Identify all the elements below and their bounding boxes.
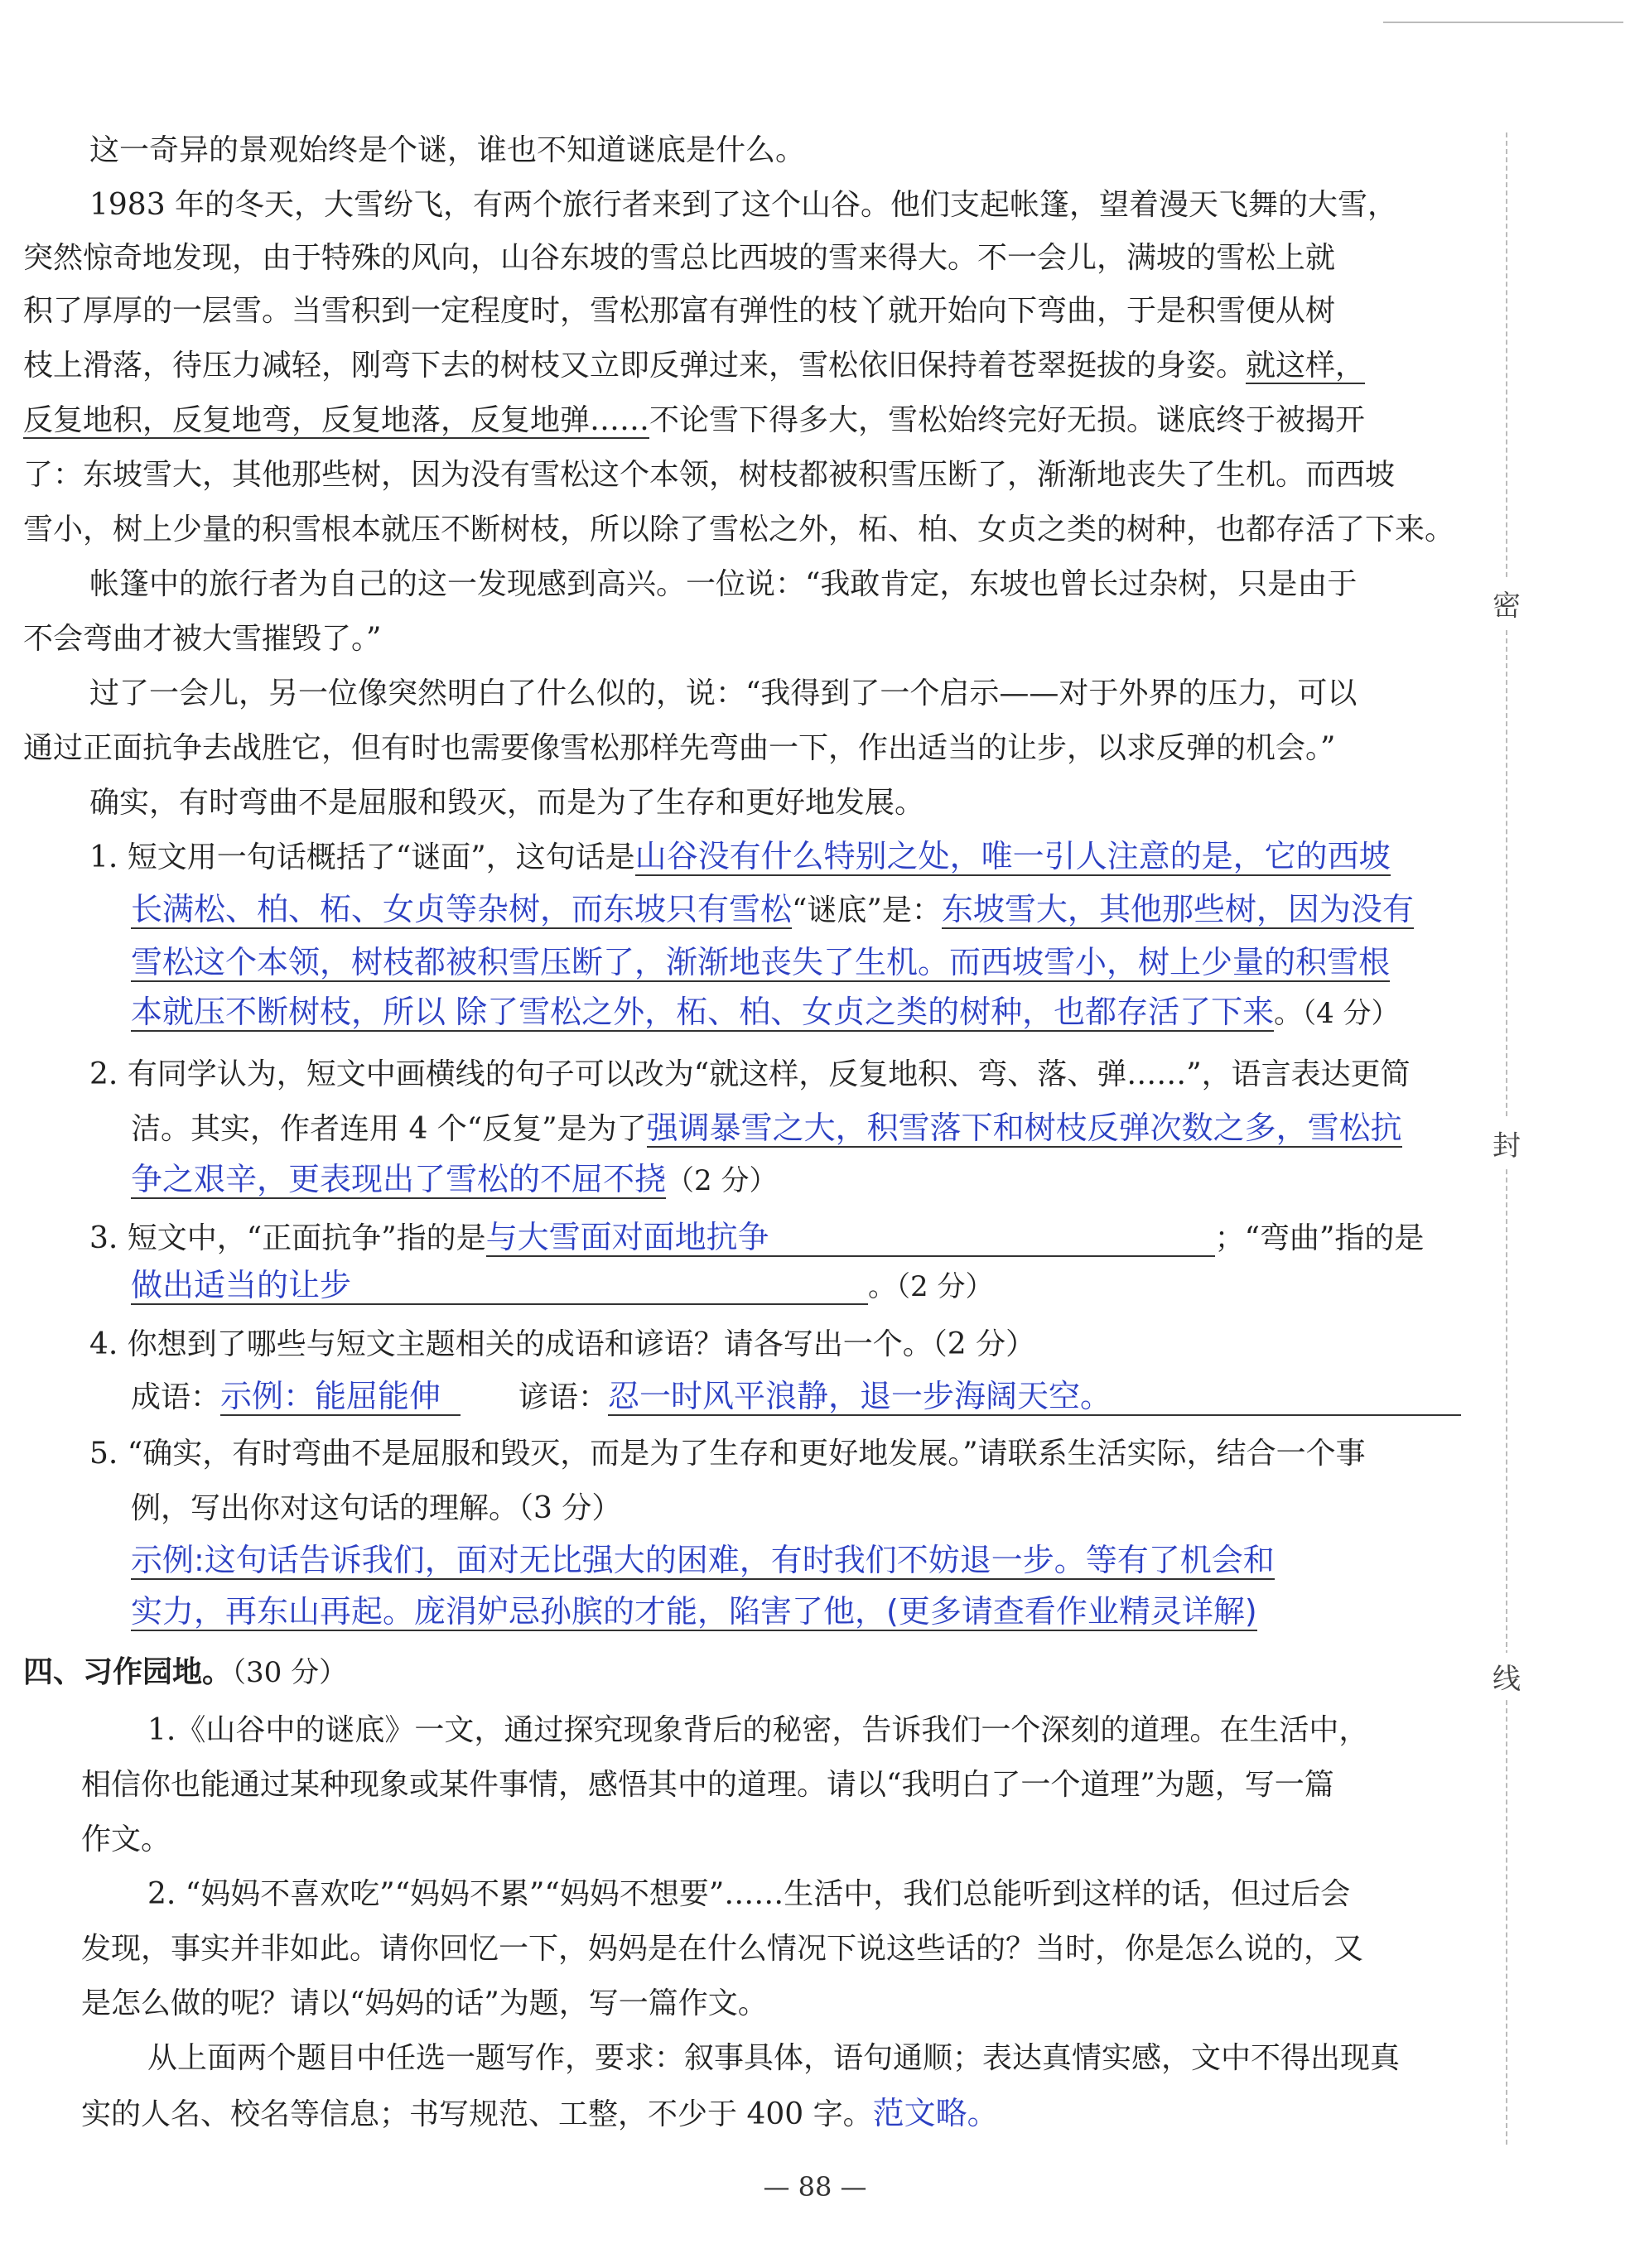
passage-line	[23, 348, 1365, 384]
underlined-sentence: 就这样，	[1246, 349, 1366, 383]
prompt-line: 是怎么做的呢？请以“妈妈的话”为题，写一篇作文。	[81, 1986, 768, 2020]
prompt-text: 实的人名、校名等信息；书写规范、工整，不少于 400 字。	[81, 2097, 873, 2131]
prompt-line: 作文。	[81, 1823, 171, 1856]
question-text: ；“弯曲”指的是	[1214, 1221, 1425, 1255]
question-5-cont	[131, 1593, 1257, 1631]
answer-blank: 与大雪面对面地抗争	[486, 1219, 1215, 1257]
passage-line: 突然惊奇地发现，由于特殊的风向，山谷东坡的雪总比西坡的雪来得大。不一会儿，满坡的雪松上就	[23, 241, 1336, 275]
answer-text: 强调暴雪之大，积雪落下和树枝反弹次数之多，雪松抗	[646, 1110, 1402, 1146]
question-4: 4. 你想到了哪些与短文主题相关的成语和谚语？请各写出一个。（2 分）	[89, 1327, 1036, 1361]
points-label: （2 分）	[666, 1164, 778, 1197]
answer-text: 长满松、柏、柘、女贞等杂树，而东坡只有雪松	[131, 891, 793, 927]
question-text: “谜底”是：	[792, 893, 942, 927]
points-label: 。（4 分）	[1274, 997, 1400, 1030]
binding-mark-mi: 密	[1493, 580, 1521, 627]
question-text: 洁。其实，作者连用 4 个“反复”是为了	[131, 1112, 647, 1146]
answer-text: 实力，再东山再起。庞涓妒忌孙膑的才能，陷害了他，(更多请查看作业精灵详解)	[131, 1593, 1257, 1630]
prompt-line	[81, 2095, 999, 2133]
passage-text: 不论雪下得多大，雪松始终完好无损。谜底终于被揭开	[649, 403, 1366, 437]
passage-line: 过了一会儿，另一位像突然明白了什么似的，说：“我得到了一个启示——对于外界的压力，可以	[89, 677, 1358, 710]
passage-line: 雪小，树上少量的积雪根本就压不断树枝，所以除了雪松之外，柘、柏、女贞之类的树种，也都存活了下来。	[23, 513, 1455, 547]
question-1-cont	[131, 891, 1414, 929]
passage-text: 枝上滑落，待压力减轻，刚弯下去的树枝又立即反弹过来，雪松依旧保持着苍翠挺拔的身姿。	[23, 349, 1247, 383]
passage-line: 通过正面抗争去战胜它，但有时也需要像雪松那样先弯曲一下，作出适当的让步，以求反弹的机会。”	[23, 731, 1336, 765]
prompt-line: 发现，事实并非如此。请你回忆一下，妈妈是在什么情况下说这些话的？当时，你是怎么说的，又	[81, 1932, 1364, 1966]
question-5-cont: 例，写出你对这句话的理解。（3 分）	[131, 1491, 622, 1525]
question-5: 5. “确实，有时弯曲不是屈服和毁灭，而是为了生存和更好地发展。”请联系生活实际，结合一个事	[89, 1437, 1366, 1471]
passage-line: 不会弯曲才被大雪摧毁了。”	[23, 622, 382, 656]
question-3-cont	[131, 1267, 993, 1305]
passage-line: 这一奇异的景观始终是个谜，谁也不知道谜底是什么。	[89, 133, 806, 167]
section-title: 四、习作园地。	[23, 1655, 233, 1689]
passage-line: 确实，有时弯曲不是屈服和毁灭，而是为了生存和更好地发展。	[89, 786, 925, 820]
passage-line: 了：东坡雪大，其他那些树，因为没有雪松这个本领，树枝都被积雪压断了，渐渐地丧失了生机。而西坡	[23, 458, 1396, 492]
question-2-cont	[131, 1161, 777, 1199]
prompt-line: 从上面两个题目中任选一题写作，要求：叙事具体，语句通顺；表达真情实感，文中不得出现真	[147, 2041, 1401, 2075]
proverb-label: 谚语：	[518, 1380, 609, 1414]
prompt-line: 1.《山谷中的谜底》一文，通过探究现象背后的秘密，告诉我们一个深刻的道理。在生活中，	[147, 1713, 1369, 1747]
question-text: 1. 短文用一句话概括了“谜面”，这句话是	[89, 840, 635, 874]
binding-mark-feng: 封	[1493, 1120, 1521, 1167]
passage-line: 积了厚厚的一层雪。当雪积到一定程度时，雪松那富有弹性的枝丫就开始向下弯曲，于是积雪便从树	[23, 294, 1336, 328]
question-4-cont	[131, 1378, 1461, 1416]
idiom-label: 成语：	[131, 1380, 221, 1414]
passage-line: 1983 年的冬天，大雪纷飞，有两个旅行者来到了这个山谷。他们支起帐篷，望着漫天飞舞的大雪，	[89, 188, 1398, 222]
prompt-line: 相信你也能通过某种现象或某件事情，感悟其中的道理。请以“我明白了一个道理”为题，写一篇	[81, 1768, 1334, 1802]
question-2: 2. 有同学认为，短文中画横线的句子可以改为“就这样，反复地积、弯、落、弹……”，语言表达更简	[89, 1057, 1411, 1091]
question-3	[89, 1219, 1424, 1257]
answer-text: 争之艰辛，更表现出了雪松的不屈不挠	[131, 1161, 667, 1197]
proverb-answer: 忍一时风平浪静，退一步海阔天空。	[608, 1378, 1461, 1416]
points-label: 。（2 分）	[868, 1270, 994, 1303]
binding-mark-xian: 线	[1493, 1653, 1521, 1700]
section-4-heading	[23, 1654, 347, 1691]
answer-blank: 做出适当的让步	[131, 1267, 868, 1305]
underlined-sentence: 反复地积，反复地弯，反复地落，反复地弹……	[23, 403, 650, 437]
answer-text: 示例:这句话告诉我们，面对无比强大的困难，有时我们不妨退一步。等有了机会和	[131, 1542, 1275, 1578]
answer-text: 本就压不断树枝，所以 除了雪松之外，柘、柏、女贞之类的树种，也都存活了下来	[131, 994, 1275, 1030]
prompt-line: 2. “妈妈不喜欢吃”“妈妈不累”“妈妈不想要”……生活中，我们总能听到这样的话，但过后会	[147, 1877, 1351, 1911]
answer-text: 山谷没有什么特别之处，唯一引人注意的是，它的西坡	[634, 838, 1391, 874]
passage-line: 帐篷中的旅行者为自己的这一发现感到高兴。一位说：“我敢肯定，东坡也曾长过杂树，只是由于	[89, 567, 1358, 601]
answer-text: 范文略。	[872, 2095, 999, 2131]
question-5-cont	[131, 1542, 1275, 1580]
question-1-cont	[131, 994, 1400, 1032]
answer-text: 东坡雪大，其他那些树，因为没有	[941, 891, 1414, 927]
question-text: 3. 短文中，“正面抗争”指的是	[89, 1221, 486, 1255]
question-2-cont	[131, 1110, 1402, 1148]
page-number: — 88 —	[763, 2171, 867, 2203]
question-1	[89, 838, 1391, 876]
answer-text: 雪松这个本领，树枝都被积雪压断了，渐渐地丧失了生机。而西坡雪小，树上少量的积雪根	[131, 944, 1391, 980]
idiom-answer: 示例：能屈能伸	[220, 1378, 461, 1416]
passage-line	[23, 402, 1365, 439]
question-1-cont	[131, 944, 1390, 982]
top-rule	[1383, 22, 1623, 23]
points-label: （30 分）	[232, 1656, 348, 1689]
